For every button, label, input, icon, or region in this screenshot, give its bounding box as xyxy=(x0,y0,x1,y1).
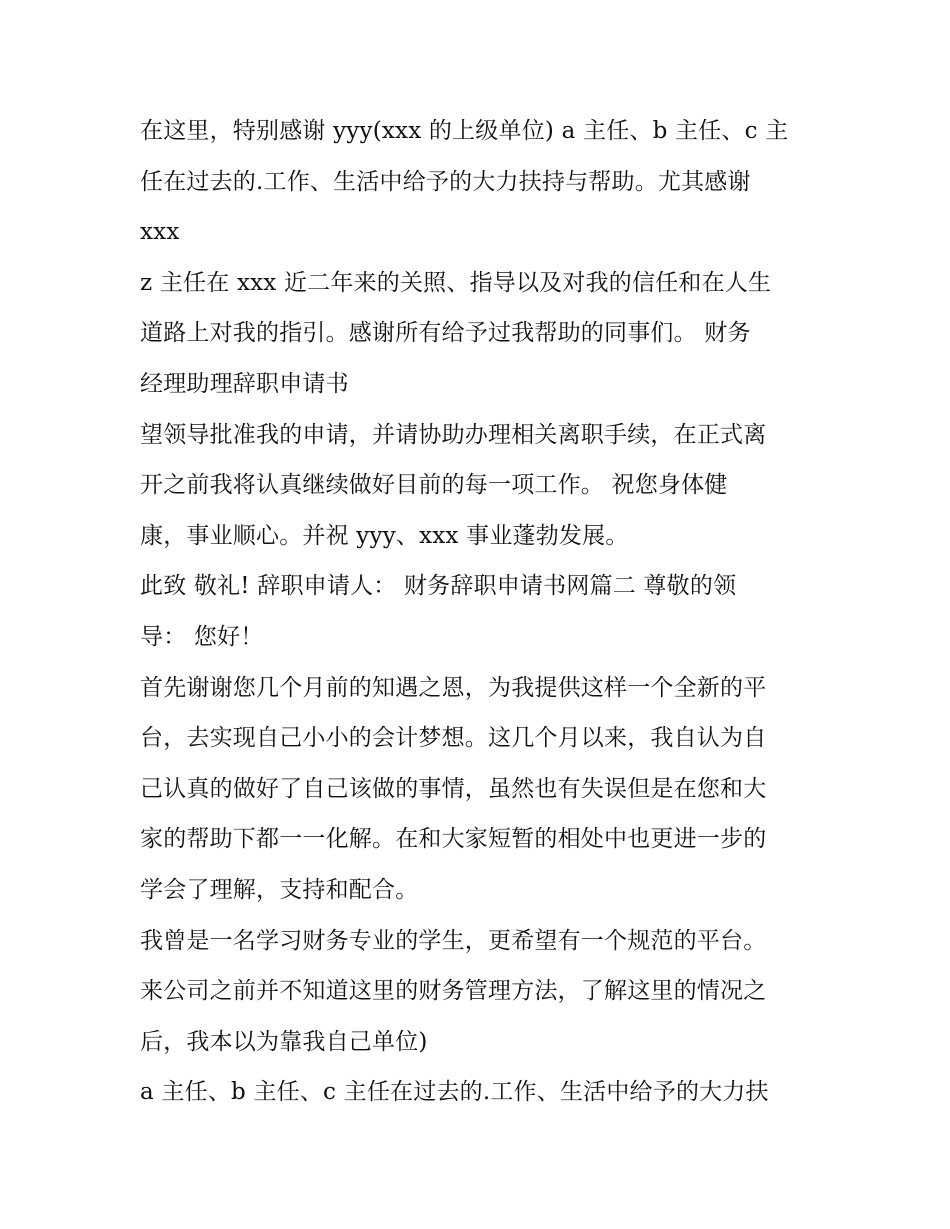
text-line: 学会了理解，支持和配合。 xyxy=(140,876,419,903)
text-line: 我曾是一名学习财务专业的学生，更希望有一个规范的平台。 xyxy=(140,927,767,954)
text-line: 后，我本以为靠我自己单位) xyxy=(140,1028,428,1055)
text-line: 望领导批准我的申请，并请协助办理相关离职手续，在正式离 xyxy=(140,421,767,448)
text-line: 此致 敬礼! 辞职申请人： 财务辞职申请书网篇二 尊敬的领 xyxy=(140,573,737,600)
text-line: 来公司之前并不知道这里的财务管理方法，了解这里的情况之 xyxy=(140,978,767,1005)
text-line: 台，去实现自己小小的会计梦想。这几个月以来，我自认为自 xyxy=(140,725,767,752)
text-line: 首先谢谢您几个月前的知遇之恩，为我提供这样一个全新的平 xyxy=(140,674,767,701)
text-line: 康，事业顺心。并祝 yyy、xxx 事业蓬勃发展。 xyxy=(140,522,629,549)
text-line: 任在过去的.工作、生活中给予的大力扶持与帮助。尤其感谢 xyxy=(140,168,751,195)
text-line: a 主任、b 主任、c 主任在过去的.工作、生活中给予的大力扶 xyxy=(140,1079,769,1106)
text-line: xxx xyxy=(140,219,180,246)
text-line: 开之前我将认真继续做好目前的每一项工作。 祝您身体健 xyxy=(140,472,728,499)
text-line: 导： 您好！ xyxy=(140,623,264,650)
text-line: 道路上对我的指引。感谢所有给予过我帮助的同事们。 财务 xyxy=(140,320,751,347)
text-line: 经理助理辞职申请书 xyxy=(140,370,349,397)
document-body xyxy=(140,106,830,1118)
text-line: z 主任在 xxx 近二年来的关照、指导以及对我的信任和在人生 xyxy=(140,269,772,296)
text-line: 家的帮助下都一一化解。在和大家短暂的相处中也更进一步的 xyxy=(140,826,767,853)
text-line: 在这里，特别感谢 yyy(xxx 的上级单位) a 主任、b 主任、c 主 xyxy=(140,118,789,144)
text-line: 己认真的做好了自己该做的事情，虽然也有失误但是在您和大 xyxy=(140,775,767,802)
